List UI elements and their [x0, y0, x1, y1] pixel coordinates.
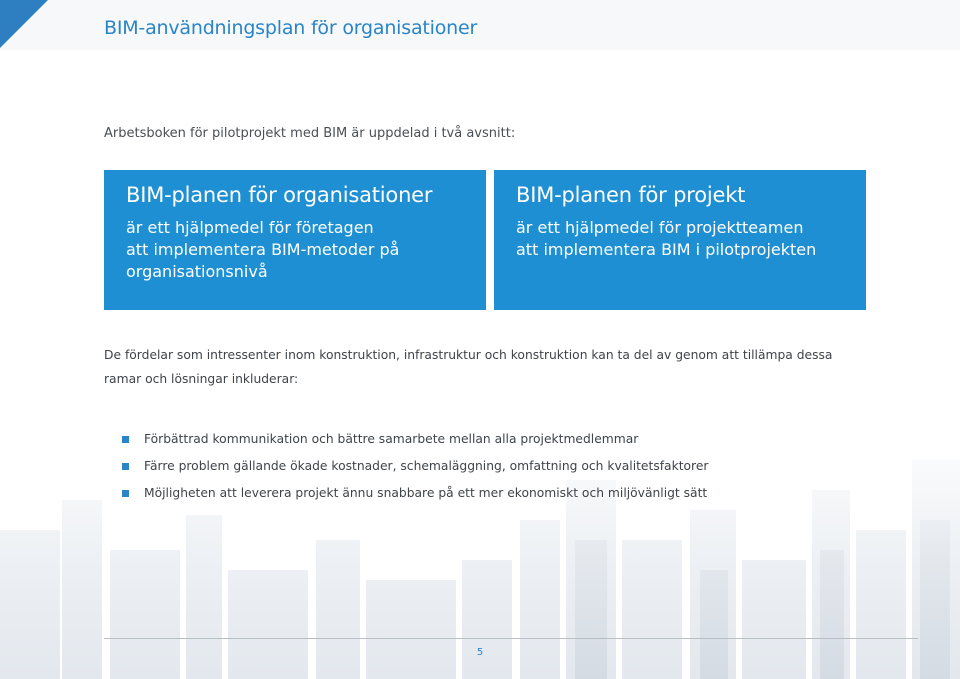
box-projects-title: BIM-planen för projekt: [516, 183, 746, 207]
box-organizations-title: BIM-planen för organisationer: [126, 183, 433, 207]
box-text-line: organisationsnivå: [126, 262, 268, 281]
box-projects-text: [516, 217, 848, 261]
square-bullet-icon: [122, 490, 129, 497]
intro-text: Arbetsboken för pilotprojekt med BIM är uppdelad i två avsnitt:: [104, 126, 516, 141]
list-item: [122, 453, 708, 480]
page-title: BIM-användningsplan för organisationer: [104, 17, 478, 39]
list-item: [122, 480, 708, 507]
list-item-text: Möjligheten att leverera projekt ännu snabbare på ett mer ekonomiskt och miljövänligt sätt: [144, 486, 708, 500]
square-bullet-icon: [122, 463, 129, 470]
box-organizations-text: [126, 217, 468, 283]
benefits-list: [122, 426, 708, 507]
box-text-line: att implementera BIM-metoder på: [126, 240, 400, 259]
square-bullet-icon: [122, 436, 129, 443]
page-number: 5: [476, 647, 484, 658]
list-item: [122, 426, 708, 453]
box-projects: [494, 170, 866, 310]
footer-divider: [104, 638, 918, 639]
box-text-line: är ett hjälpmedel för företagen: [126, 218, 374, 237]
benefits-description: [104, 343, 904, 391]
list-item-text: Färre problem gällande ökade kostnader, schemaläggning, omfattning och kvalitetsfaktorer: [144, 459, 709, 473]
description-line: ramar och lösningar inkluderar:: [104, 372, 299, 386]
box-text-line: är ett hjälpmedel för projektteamen: [516, 218, 804, 237]
corner-triangle: [0, 0, 48, 48]
box-organizations: [104, 170, 486, 310]
box-text-line: att implementera BIM i pilotprojekten: [516, 240, 817, 259]
list-item-text: Förbättrad kommunikation och bättre samarbete mellan alla projektmedlemmar: [144, 432, 639, 446]
description-line: De fördelar som intressenter inom konstruktion, infrastruktur och konstruktion kan ta del av genom att tillämpa dessa: [104, 348, 833, 362]
